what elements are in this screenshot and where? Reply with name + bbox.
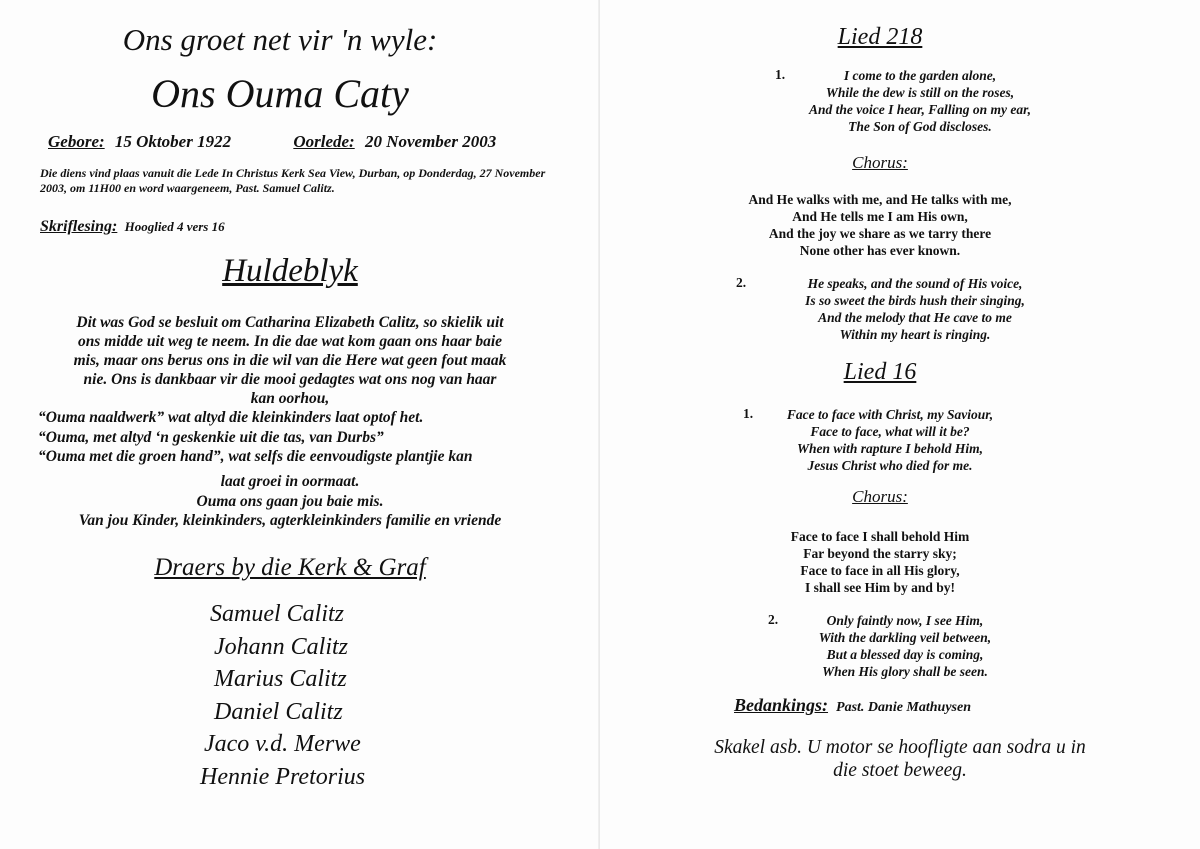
chorus-line: I shall see Him by and by!	[804, 580, 956, 595]
verse-line: And the melody that He cave to me	[818, 310, 1012, 325]
verse-line: When with rapture I behold Him,	[796, 441, 984, 456]
chorus-line: Far beyond the starry sky;	[803, 546, 957, 561]
died-label: Oorlede:	[293, 132, 355, 151]
tribute-quotes	[38, 408, 568, 467]
hymn-218-title: Lied 218	[837, 24, 923, 50]
deceased-name: Ons Ouma Caty	[151, 71, 409, 116]
verse-line: Only faintly now, I see Him,	[826, 613, 984, 628]
dates-row	[48, 132, 568, 152]
bearer-name: Samuel Calitz	[210, 601, 345, 627]
verse-line: Face to face with Christ, my Saviour,	[786, 407, 994, 422]
hymn-16-verse1-number: 1.	[743, 406, 754, 421]
verse-line: He speaks, and the sound of His voice,	[807, 276, 1023, 291]
bearer-name: Daniel Calitz	[214, 698, 343, 725]
verse-line: Jesus Christ who died for me.	[807, 458, 973, 473]
hymn-16-verse1	[755, 406, 1025, 474]
thanks-row	[734, 695, 1154, 716]
died-date: 20 November 2003	[364, 132, 497, 151]
quote-line: “Ouma, met altyd ‘n geskenkie uit die tas, van Durbs”	[38, 428, 384, 446]
bearer-name: Hennie Pretorius	[200, 763, 366, 790]
tribute-body	[30, 313, 550, 408]
tribute-title: Huldeblyk	[222, 253, 358, 289]
hymn-218-verse2	[770, 275, 1060, 343]
verse-line: Is so sweet the birds hush their singing,	[805, 293, 1025, 308]
thanks-label: Bedankings:	[734, 695, 829, 715]
verse-line: With the darkling veil between,	[818, 630, 992, 645]
born-label: Gebore:	[48, 132, 105, 151]
notice-line: die stoet beweeg.	[833, 760, 967, 781]
motor-notice	[660, 736, 1140, 782]
hymn-16-verse2-number: 2.	[768, 612, 779, 627]
chorus-line: And the joy we share as we tarry there	[768, 226, 992, 241]
farewell-heading: Ons groet net vir 'n wyle:	[122, 22, 438, 57]
hymn-16-verse2	[780, 612, 1030, 680]
right-page	[600, 0, 1200, 849]
born-date: 15 Oktober 1922	[114, 132, 232, 151]
chorus-line: None other has ever known.	[799, 243, 961, 258]
verse-line: When His glory shall be seen.	[822, 664, 988, 679]
hymn-16-title: Lied 16	[843, 359, 917, 385]
verse-line: I come to the garden alone,	[843, 68, 997, 83]
scripture-reading	[40, 218, 555, 236]
verse-line: While the dew is still on the roses,	[825, 85, 1015, 100]
quote-line: “Ouma met die groen hand”, wat selfs die eenvoudigste plantjie kan	[38, 448, 473, 465]
bearers-list	[200, 598, 460, 793]
bearers-title: Draers by die Kerk & Graf	[154, 554, 426, 581]
quote-line: “Ouma naaldwerk” wat altyd die kleinkinders laat optof het.	[38, 409, 424, 426]
service-details: Die diens vind plaas vanuit die Lede In Christus Kerk Sea View, Durban, op Donderdag, 27 November 2003, om 11H00 en word waargeneem, Past. Samuel Calitz.	[40, 166, 546, 195]
bearer-name: Marius Calitz	[214, 666, 347, 692]
chorus-line: Face to face in all His glory,	[800, 563, 960, 578]
tribute-line: mis, maar ons berus ons in die wil van die Here wat geen fout maak	[73, 352, 507, 369]
closing-line: Van jou Kinder, kleinkinders, agterkleinkinders familie en vriende	[78, 512, 502, 529]
verse-line: Face to face, what will it be?	[810, 424, 970, 439]
hymn-218-chorus-label: Chorus:	[852, 153, 908, 172]
thanks-value: Past. Danie Mathuysen	[836, 700, 971, 715]
tribute-line: Dit was God se besluit om Catharina Elizabeth Calitz, so skielik uit	[76, 314, 504, 331]
tribute-line: nie. Ons is dankbaar vir die mooi gedagtes wat ons nog van haar	[83, 371, 497, 388]
notice-line: Skakel asb. U motor se hoofligte aan sodra u in	[714, 737, 1086, 758]
tribute-line: kan oorhou,	[250, 390, 330, 407]
hymn-218-verse1-number: 1.	[775, 67, 786, 82]
verse-line: The Son of God discloses.	[848, 119, 992, 134]
chorus-line: And He walks with me, and He talks with me,	[748, 192, 1012, 207]
chorus-line: And He tells me I am His own,	[792, 209, 968, 224]
tribute-closing	[30, 472, 550, 531]
closing-line: laat groei in oormaat.	[220, 473, 360, 490]
bearer-name: Johann Calitz	[214, 633, 349, 660]
scripture-label: Skriflesing:	[40, 218, 118, 235]
tribute-line: ons midde uit weg te neem. In die dae wat kom gaan ons haar baie	[77, 333, 503, 350]
chorus-line: Face to face I shall behold Him	[790, 529, 970, 544]
verse-line: Within my heart is ringing.	[839, 327, 991, 342]
hymn-16-chorus-label: Chorus:	[852, 487, 908, 506]
scripture-value: Hooglied 4 vers 16	[124, 219, 225, 234]
hymn-218-verse1	[780, 67, 1060, 135]
verse-line: But a blessed day is coming,	[826, 647, 984, 662]
bearer-name: Jaco v.d. Merwe	[204, 731, 361, 757]
hymn-218-chorus	[710, 191, 1050, 259]
hymn-218-verse2-number: 2.	[736, 275, 747, 290]
hymn-16-chorus	[730, 528, 1030, 596]
closing-line: Ouma ons gaan jou baie mis.	[196, 492, 384, 510]
verse-line: And the voice I hear, Falling on my ear,	[808, 102, 1032, 117]
